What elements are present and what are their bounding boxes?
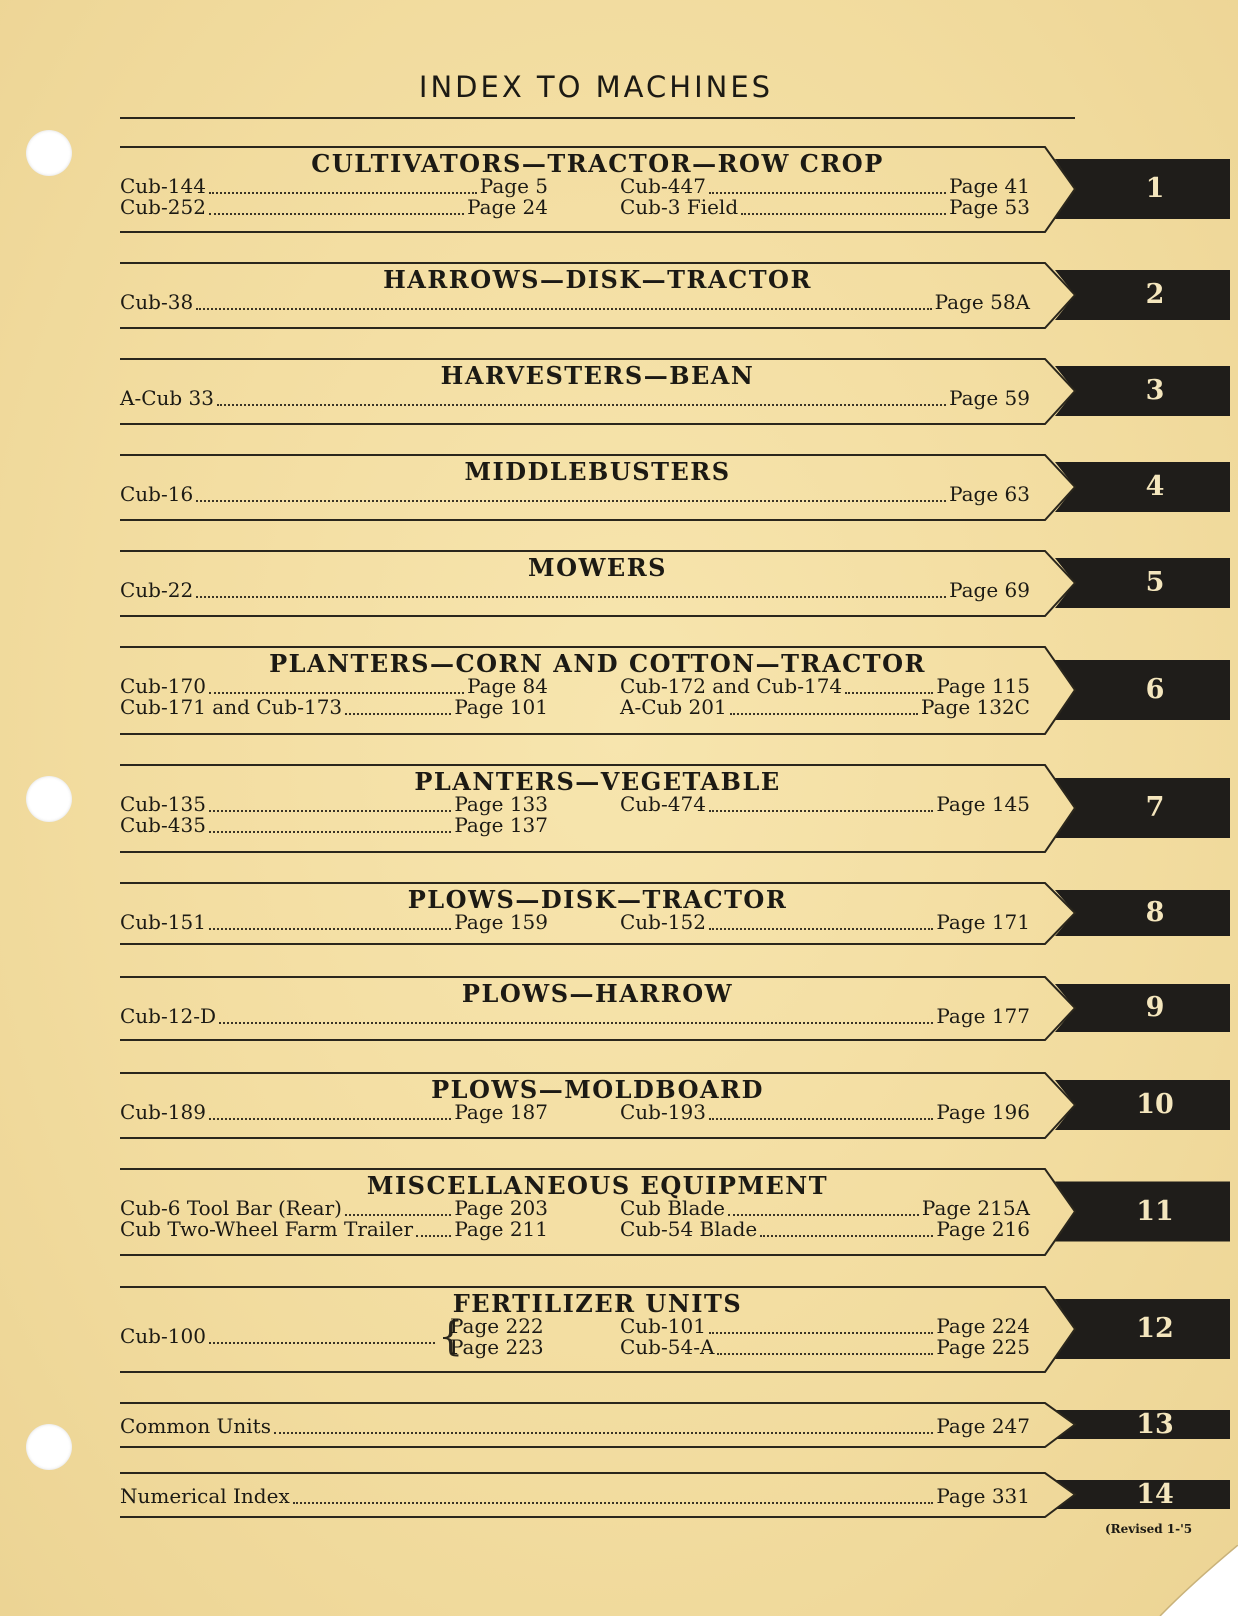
index-entry[interactable]	[120, 1416, 1030, 1437]
tab-number[interactable]: 1	[1145, 173, 1165, 204]
brace-bracket: {	[438, 1314, 464, 1360]
index-entry[interactable]	[620, 697, 1030, 718]
dot-leader	[274, 1432, 933, 1434]
machine-name: Cub-38	[120, 290, 194, 314]
dot-leader	[709, 1332, 933, 1334]
dot-leader	[345, 713, 451, 715]
page-reference: Page 41	[949, 174, 1030, 198]
page-reference: Page 187	[454, 1100, 548, 1124]
page-reference: Page 63	[949, 482, 1030, 506]
page-reference: Page 69	[949, 578, 1030, 602]
dot-leader	[728, 1214, 919, 1216]
page-reference: Page 5	[479, 174, 548, 198]
folded-corner	[1150, 1545, 1238, 1616]
page-reference: Page 224	[936, 1314, 1030, 1338]
dot-leader	[709, 928, 933, 930]
dot-leader	[416, 1235, 451, 1237]
page-reference: Page 222	[450, 1314, 544, 1338]
page-reference: Page 145	[936, 792, 1030, 816]
dot-leader	[709, 1118, 933, 1120]
section-10	[120, 1072, 1230, 1138]
machine-name: Cub-474	[620, 792, 706, 816]
machine-name: Cub-54 Blade	[620, 1217, 758, 1241]
page-reference: Page 171	[936, 910, 1030, 934]
tab-number[interactable]: 14	[1136, 1478, 1174, 1510]
machine-name: Cub-171 and Cub-173	[120, 695, 343, 719]
page-reference: Page 215A	[921, 1196, 1030, 1220]
dot-leader	[760, 1235, 933, 1237]
index-entry[interactable]	[120, 388, 1030, 409]
machine-name: Numerical Index	[120, 1484, 290, 1508]
page-reference: Page 223	[450, 1335, 544, 1359]
tab-number[interactable]: 3	[1145, 375, 1165, 406]
index-entry[interactable]	[620, 1316, 1030, 1337]
section-5	[120, 550, 1230, 616]
tab-number[interactable]: 2	[1145, 279, 1165, 310]
machine-name: Cub-101	[620, 1314, 706, 1338]
page-title: INDEX TO MACHINES	[418, 70, 774, 104]
tab-number[interactable]: 7	[1145, 792, 1165, 823]
index-entry[interactable]	[120, 912, 548, 933]
machine-name: Cub-170	[120, 674, 206, 698]
index-entry[interactable]	[120, 815, 548, 836]
index-entry[interactable]	[120, 197, 548, 218]
tab-number[interactable]: 8	[1145, 897, 1165, 928]
machine-name: Cub Two-Wheel Farm Trailer	[120, 1217, 413, 1241]
section-11	[120, 1168, 1230, 1255]
machine-name: Cub-447	[620, 174, 706, 198]
section-heading: PLANTERS—CORN AND COTTON—TRACTOR	[269, 649, 926, 678]
dot-leader	[219, 1022, 933, 1024]
dot-leader	[209, 692, 464, 694]
section-heading: PLOWS—HARROW	[461, 979, 734, 1008]
tab-number[interactable]: 11	[1136, 1195, 1174, 1227]
index-entry[interactable]	[120, 697, 548, 718]
dot-leader	[196, 596, 946, 598]
page-reference: Page 137	[454, 813, 548, 837]
tab-number[interactable]: 12	[1136, 1313, 1174, 1344]
machine-name: Cub-435	[120, 813, 206, 837]
section-heading: FERTILIZER UNITS	[452, 1289, 743, 1318]
revised-note: (Revised 1-'5	[1105, 1522, 1193, 1536]
page-reference: Page 159	[454, 910, 548, 934]
section-heading: CULTIVATORS—TRACTOR—ROW CROP	[311, 149, 884, 178]
machine-name: A-Cub 201	[620, 695, 727, 719]
index-entry[interactable]	[120, 176, 548, 197]
index-entry[interactable]	[120, 1102, 548, 1123]
machine-name: Cub-151	[120, 910, 206, 934]
machine-name: Common Units	[120, 1414, 271, 1438]
machine-name: Cub-172 and Cub-174	[620, 674, 843, 698]
dot-leader	[209, 192, 477, 194]
machine-name: Cub-152	[620, 910, 706, 934]
tab-number[interactable]: 5	[1145, 567, 1165, 598]
index-entry[interactable]	[120, 1486, 1030, 1507]
page-reference: Page 196	[936, 1100, 1030, 1124]
index-entry[interactable]	[620, 794, 1030, 815]
section-1	[120, 146, 1230, 232]
page-reference: Page 59	[949, 386, 1030, 410]
page-reference: Page 101	[454, 695, 548, 719]
index-entry[interactable]	[620, 912, 1030, 933]
dot-leader	[345, 1214, 451, 1216]
tab-number[interactable]: 10	[1136, 1089, 1174, 1120]
section-8	[120, 882, 1230, 944]
index-entry[interactable]	[120, 484, 1030, 505]
section-heading: MIDDLEBUSTERS	[464, 457, 731, 486]
index-entry[interactable]	[120, 580, 1030, 601]
dot-leader	[217, 404, 946, 406]
index-entry[interactable]	[120, 676, 548, 697]
machine-name: Cub-3 Field	[620, 195, 739, 219]
machine-name: Cub-135	[120, 792, 206, 816]
section-2	[120, 262, 1230, 328]
machine-name: Cub-6 Tool Bar (Rear)	[120, 1196, 342, 1220]
machine-name: Cub-22	[120, 578, 194, 602]
section-13	[120, 1402, 1230, 1447]
section-7	[120, 764, 1230, 852]
page-reference: Page 24	[467, 195, 548, 219]
dot-leader	[209, 810, 451, 812]
dot-leader	[209, 1342, 435, 1344]
dot-leader	[209, 213, 464, 215]
machine-name: Cub-144	[120, 174, 206, 198]
dot-leader	[717, 1353, 933, 1355]
dot-leader	[209, 928, 451, 930]
page-reference: Page 203	[454, 1196, 548, 1220]
section-heading: PLANTERS—VEGETABLE	[414, 767, 781, 796]
page-reference: Page 247	[936, 1414, 1030, 1438]
page-reference: Page 58A	[934, 290, 1030, 314]
dot-leader	[730, 713, 918, 715]
dot-leader	[709, 192, 946, 194]
machine-name: Cub Blade	[620, 1196, 725, 1220]
binder-hole-top	[26, 130, 72, 176]
binder-hole-middle	[26, 776, 72, 822]
index-entry[interactable]	[620, 1219, 1030, 1240]
page-reference: Page 225	[936, 1335, 1030, 1359]
index-entry[interactable]	[620, 1198, 1030, 1219]
index-entry[interactable]	[120, 1006, 1030, 1027]
dot-leader	[196, 308, 931, 310]
page-reference: Page 132C	[921, 695, 1030, 719]
page-reference: Page 177	[936, 1004, 1030, 1028]
tab-number[interactable]: 4	[1145, 471, 1165, 502]
dot-leader	[209, 831, 451, 833]
section-heading: HARROWS—DISK—TRACTOR	[383, 265, 812, 294]
index-entry[interactable]	[120, 1219, 548, 1240]
dot-leader	[709, 810, 933, 812]
machine-name: Cub-12-D	[120, 1004, 216, 1028]
section-heading: MOWERS	[528, 553, 667, 582]
machine-name: Cub-252	[120, 195, 206, 219]
machine-name: Cub-189	[120, 1100, 206, 1124]
section-4	[120, 454, 1230, 520]
machine-name: Cub-16	[120, 482, 194, 506]
index-entry[interactable]	[620, 676, 1030, 697]
dot-leader	[845, 692, 933, 694]
dot-leader	[293, 1502, 934, 1504]
section-9	[120, 976, 1230, 1040]
index-entry[interactable]	[620, 197, 1030, 218]
title-rule	[120, 117, 1075, 119]
index-entry[interactable]	[120, 292, 1030, 313]
machine-name: Cub-54-A	[620, 1335, 715, 1359]
index-entry[interactable]	[620, 1102, 1030, 1123]
dot-leader	[196, 500, 946, 502]
dot-leader	[741, 213, 946, 215]
section-heading: HARVESTERS—BEAN	[440, 361, 755, 390]
section-14	[120, 1472, 1230, 1517]
page-reference: Page 84	[467, 674, 548, 698]
machine-name: Cub-100	[120, 1324, 206, 1348]
tab-number[interactable]: 13	[1136, 1408, 1174, 1440]
section-heading: PLOWS—MOLDBOARD	[431, 1075, 764, 1104]
section-6	[120, 646, 1230, 734]
index-entry[interactable]	[120, 1198, 548, 1219]
index-entry[interactable]	[120, 1326, 438, 1347]
tab-number[interactable]: 9	[1145, 992, 1165, 1023]
section-heading: MISCELLANEOUS EQUIPMENT	[366, 1171, 829, 1200]
page-reference: Page 216	[936, 1217, 1030, 1241]
section-12	[120, 1286, 1230, 1372]
section-3	[120, 358, 1230, 424]
tab-number[interactable]: 6	[1145, 674, 1165, 705]
page-reference: Page 115	[936, 674, 1030, 698]
section-heading: PLOWS—DISK—TRACTOR	[407, 885, 788, 914]
machine-name: A-Cub 33	[120, 386, 214, 410]
index-entry[interactable]	[120, 794, 548, 815]
dot-leader	[209, 1118, 451, 1120]
index-entry[interactable]	[620, 176, 1030, 197]
binder-hole-bottom	[26, 1424, 72, 1470]
page-reference: Page 331	[936, 1484, 1030, 1508]
machine-name: Cub-193	[620, 1100, 706, 1124]
index-entry[interactable]	[620, 1337, 1030, 1358]
page-reference: Page 53	[949, 195, 1030, 219]
page-reference: Page 133	[454, 792, 548, 816]
page-reference: Page 211	[454, 1217, 548, 1241]
